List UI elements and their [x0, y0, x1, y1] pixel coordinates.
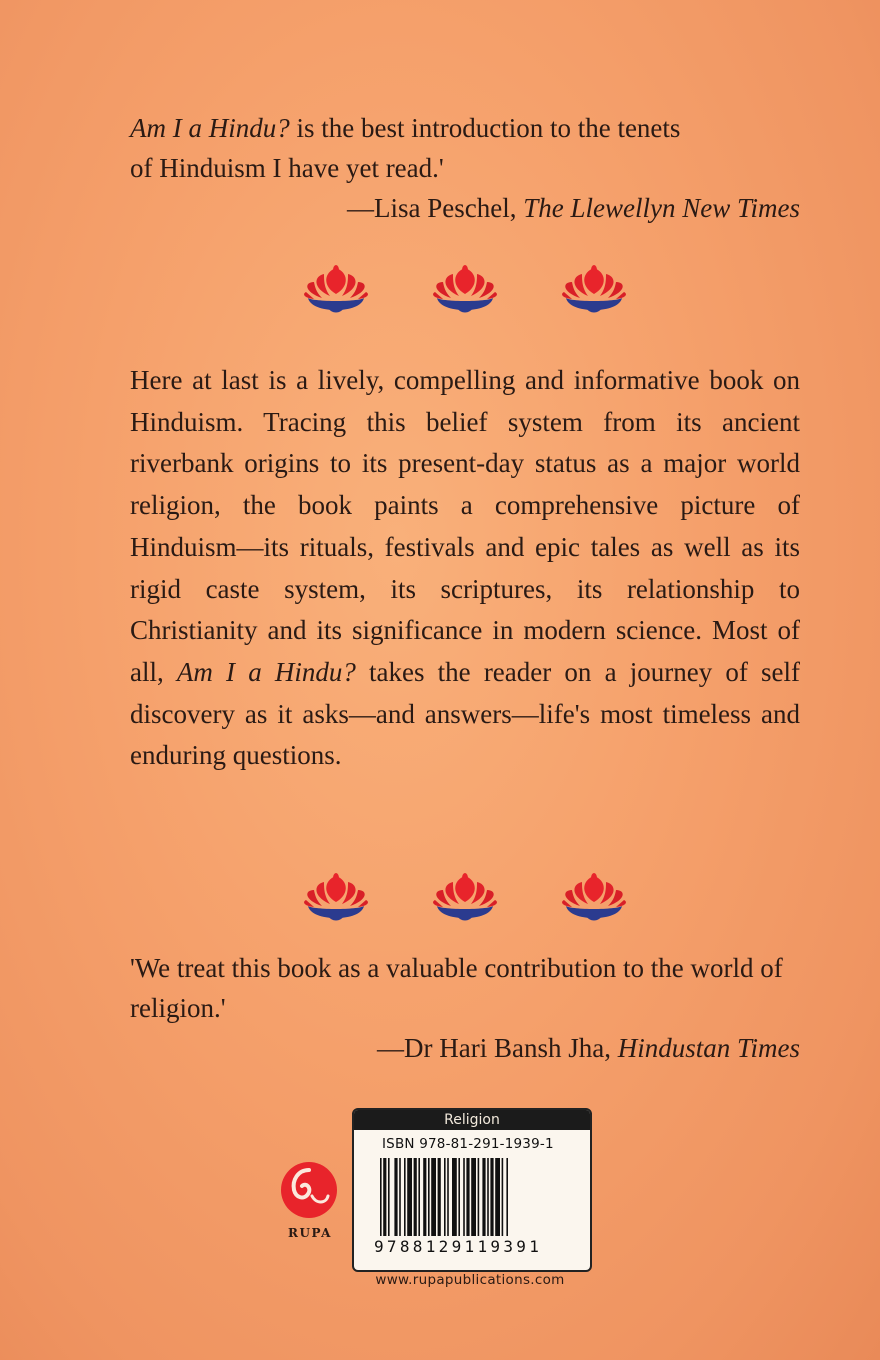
publisher-name: RUPA	[288, 1226, 332, 1240]
top-quote-book-title: Am I a Hindu?	[130, 113, 290, 143]
lotus-divider-bottom	[300, 866, 630, 926]
lotus-icon	[300, 870, 372, 922]
bottom-quote-reviewer: —Dr Hari Bansh Jha,	[377, 1033, 618, 1063]
isbn-text: ISBN 978-81-291-1939-1	[382, 1136, 554, 1152]
bottom-quote-text: 'We treat this book as a valuable contribution to the world of religion.'	[130, 953, 783, 1023]
category-label: Religion	[354, 1110, 590, 1130]
top-quote-attribution	[130, 188, 800, 228]
description-text-1: Here at last is a lively, compelling and informative book on Hinduism. Tracing this belief system from its ancient riverbank origins to its present-day status as a major world religion, the book paints a comprehensive picture of Hinduism—its rituals, festivals and epic tales as well as its rigid caste system, its scriptures, its relationship to Christianity and its significance in modern science. Most of all,	[130, 365, 800, 687]
lotus-icon	[429, 870, 501, 922]
description-book-title: Am I a Hindu?	[176, 656, 356, 687]
barcode-bars	[380, 1158, 570, 1236]
bottom-review-quote	[130, 948, 800, 1068]
lotus-icon	[558, 870, 630, 922]
rupa-logo-icon	[276, 1160, 342, 1220]
lotus-icon	[429, 262, 501, 314]
top-quote-publication: The Llewellyn New Times	[523, 193, 800, 223]
top-quote-reviewer: —Lisa Peschel,	[347, 193, 524, 223]
barcode-number: 9788129119391	[374, 1237, 543, 1256]
isbn-barcode-box	[352, 1108, 592, 1272]
bottom-quote-attribution	[130, 1028, 800, 1068]
top-quote-line-2: of Hinduism I have yet read.'	[130, 153, 444, 183]
top-review-quote	[130, 108, 800, 228]
top-quote-text: is the best introduction to the tenets	[289, 113, 681, 143]
bottom-quote-publication: Hindustan Times	[617, 1033, 800, 1063]
description-text-2: takes the reader on a journey of self discovery as it asks—and answers—life's most timeless and enduring questions.	[130, 656, 800, 771]
lotus-icon	[558, 262, 630, 314]
top-quote-line-1	[130, 108, 800, 148]
book-description	[130, 360, 800, 777]
publisher-website: www.rupapublications.com	[375, 1272, 565, 1288]
lotus-divider-top	[300, 258, 630, 318]
lotus-icon	[300, 262, 372, 314]
